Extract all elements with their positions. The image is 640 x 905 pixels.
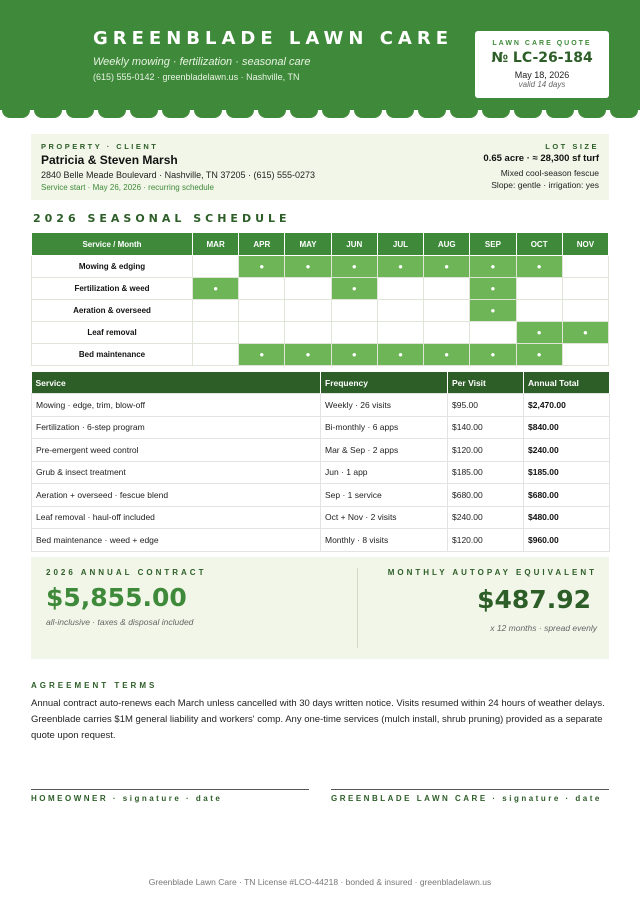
- scallop: [354, 108, 382, 118]
- company-signature-line[interactable]: GREENBLADE LAWN CARE · signature · date: [331, 789, 609, 803]
- quote-date: May 18, 2026: [514, 70, 570, 80]
- scallop: [130, 108, 158, 118]
- per-visit-cell: $185.00: [448, 461, 524, 484]
- schedule-cell-active: ●: [239, 256, 285, 278]
- schedule-cell-empty: [562, 344, 608, 366]
- lot-grass-type: Mixed cool-season fescue: [500, 168, 599, 178]
- annual-total-cell: $680.00: [524, 484, 610, 507]
- frequency-cell: Bi-monthly · 6 apps: [321, 416, 448, 439]
- schedule-month-header: JUN: [331, 233, 377, 256]
- client-card: [31, 134, 609, 200]
- schedule-cell-empty: [285, 300, 331, 322]
- schedule-cell-empty: [424, 300, 470, 322]
- schedule-cell-active: ●: [470, 300, 516, 322]
- service-name-cell: Leaf removal · haul-off included: [32, 506, 321, 529]
- schedule-cell-empty: [562, 278, 608, 300]
- schedule-month-header: APR: [239, 233, 285, 256]
- schedule-cell-active: ●: [331, 278, 377, 300]
- scallop: [450, 108, 478, 118]
- schedule-service-name: Bed maintenance: [32, 344, 193, 366]
- per-visit-cell: $120.00: [448, 439, 524, 462]
- schedule-cell-active: ●: [562, 322, 608, 344]
- quote-validity: valid 14 days: [518, 80, 566, 89]
- schedule-month-header: JUL: [377, 233, 423, 256]
- scallop: [482, 108, 510, 118]
- schedule-cell-empty: [193, 322, 239, 344]
- scallop: [258, 108, 286, 118]
- schedule-cell-empty: [377, 300, 423, 322]
- schedule-cell-empty: [239, 322, 285, 344]
- services-column-header: Annual Total: [524, 372, 610, 394]
- annual-contract-amount: $5,855.00: [46, 583, 187, 612]
- services-column-header: Service: [32, 372, 321, 394]
- schedule-cell-active: ●: [470, 256, 516, 278]
- schedule-cell-empty: [377, 322, 423, 344]
- schedule-cell-active: ●: [470, 344, 516, 366]
- schedule-cell-active: ●: [377, 256, 423, 278]
- quote-number: № LC-26-184: [491, 50, 593, 66]
- frequency-cell: Sep · 1 service: [321, 484, 448, 507]
- scallop: [322, 108, 350, 118]
- scallop: [98, 108, 126, 118]
- annual-total-cell: $185.00: [524, 461, 610, 484]
- schedule-cell-empty: [239, 278, 285, 300]
- terms-title: AGREEMENT TERMS: [31, 681, 158, 690]
- service-name-cell: Fertilization · 6-step program: [32, 416, 321, 439]
- scallop: [34, 108, 62, 118]
- schedule-month-header: OCT: [516, 233, 562, 256]
- schedule-service-name: Aeration & overseed: [32, 300, 193, 322]
- scallop: [514, 108, 542, 118]
- schedule-cell-empty: [193, 300, 239, 322]
- frequency-cell: Jun · 1 app: [321, 461, 448, 484]
- client-name: Patricia & Steven Marsh: [41, 153, 178, 167]
- annual-contract-note: all-inclusive · taxes & disposal included: [46, 617, 194, 627]
- schedule-cell-active: ●: [331, 256, 377, 278]
- schedule-row: [32, 256, 609, 278]
- annual-total-cell: $840.00: [524, 416, 610, 439]
- schedule-row: [32, 344, 609, 366]
- schedule-cell-empty: [239, 300, 285, 322]
- schedule-cell-empty: [516, 278, 562, 300]
- schedule-service-name: Fertilization & weed: [32, 278, 193, 300]
- schedule-cell-empty: [331, 322, 377, 344]
- divider: [357, 568, 358, 648]
- frequency-cell: Mar & Sep · 2 apps: [321, 439, 448, 462]
- service-name-cell: Grub & insect treatment: [32, 461, 321, 484]
- table-row: [32, 506, 610, 529]
- scallop: [2, 108, 30, 118]
- scallop: [418, 108, 446, 118]
- schedule-row: [32, 300, 609, 322]
- quote-box: [475, 31, 609, 98]
- schedule-cell-empty: [424, 278, 470, 300]
- schedule-cell-active: ●: [516, 256, 562, 278]
- table-row: [32, 439, 610, 462]
- lot-size-value: 0.65 acre · ≈ 28,300 sf turf: [483, 153, 599, 164]
- services-column-header: Frequency: [321, 372, 448, 394]
- schedule-month-header: SEP: [470, 233, 516, 256]
- frequency-cell: Oct + Nov · 2 visits: [321, 506, 448, 529]
- contact-line: (615) 555-0142 · greenbladelawn.us · Nashville, TN: [93, 72, 300, 82]
- scallop: [226, 108, 254, 118]
- frequency-cell: Weekly · 26 visits: [321, 394, 448, 417]
- lot-slope: Slope: gentle · irrigation: yes: [491, 180, 599, 190]
- schedule-cell-active: ●: [470, 278, 516, 300]
- schedule-cell-active: ●: [377, 344, 423, 366]
- header-scallop-edge: [0, 108, 640, 120]
- schedule-cell-active: ●: [285, 256, 331, 278]
- annual-total-cell: $960.00: [524, 529, 610, 552]
- schedule-cell-active: ●: [424, 344, 470, 366]
- schedule-cell-empty: [562, 300, 608, 322]
- schedule-cell-active: ●: [424, 256, 470, 278]
- annual-total-cell: $240.00: [524, 439, 610, 462]
- scallop: [66, 108, 94, 118]
- per-visit-cell: $680.00: [448, 484, 524, 507]
- scallop: [290, 108, 318, 118]
- schedule-service-name: Mowing & edging: [32, 256, 193, 278]
- schedule-cell-empty: [193, 256, 239, 278]
- scallop: [386, 108, 414, 118]
- per-visit-cell: $140.00: [448, 416, 524, 439]
- service-name-cell: Mowing · edge, trim, blow-off: [32, 394, 321, 417]
- service-name-cell: Bed maintenance · weed + edge: [32, 529, 321, 552]
- schedule-cell-empty: [377, 278, 423, 300]
- contract-summary: [31, 557, 609, 659]
- schedule-header-service: Service / Month: [32, 233, 193, 256]
- homeowner-signature-line[interactable]: HOMEOWNER · signature · date: [31, 789, 309, 803]
- scallop: [194, 108, 222, 118]
- schedule-row: [32, 322, 609, 344]
- schedule-cell-empty: [562, 256, 608, 278]
- service-start: Service start · May 26, 2026 · recurring schedule: [41, 183, 214, 192]
- annual-total-cell: $480.00: [524, 506, 610, 529]
- brand-name: GREENBLADE LAWN CARE: [93, 28, 453, 49]
- lot-size-label: LOT SIZE: [545, 142, 599, 151]
- schedule-cell-empty: [470, 322, 516, 344]
- services-table: [31, 372, 610, 552]
- schedule-cell-empty: [285, 278, 331, 300]
- schedule-cell-active: ●: [331, 344, 377, 366]
- scallop: [546, 108, 574, 118]
- table-row: [32, 529, 610, 552]
- schedule-cell-empty: [285, 322, 331, 344]
- annual-contract-label: 2026 ANNUAL CONTRACT: [46, 568, 207, 577]
- table-row: [32, 416, 610, 439]
- header-banner: [0, 0, 640, 110]
- service-name-cell: Aeration + overseed · fescue blend: [32, 484, 321, 507]
- schedule-month-header: MAY: [285, 233, 331, 256]
- schedule-cell-empty: [424, 322, 470, 344]
- monthly-autopay-label: MONTHLY AUTOPAY EQUIVALENT: [387, 568, 597, 577]
- services-column-header: Per Visit: [448, 372, 524, 394]
- scallop: [578, 108, 606, 118]
- schedule-cell-active: ●: [285, 344, 331, 366]
- schedule-title: 2026 SEASONAL SCHEDULE: [33, 212, 291, 225]
- per-visit-cell: $95.00: [448, 394, 524, 417]
- table-row: [32, 394, 610, 417]
- seasonal-schedule-table: [31, 232, 609, 366]
- client-label: PROPERTY · CLIENT: [41, 142, 159, 151]
- per-visit-cell: $240.00: [448, 506, 524, 529]
- terms-body: Annual contract auto-renews each March unless cancelled with 30 days written notice. Visits resumed within 24 hours of weather delays. Greenblade carries $1M general liability and workers' comp. Any one-time services (mulch install, shrub pruning) provided as a separate quote upon request.: [31, 698, 605, 741]
- schedule-cell-active: ●: [193, 278, 239, 300]
- schedule-cell-empty: [331, 300, 377, 322]
- schedule-cell-active: ●: [239, 344, 285, 366]
- annual-total-cell: $2,470.00: [524, 394, 610, 417]
- monthly-autopay-note: x 12 months · spread evenly: [490, 623, 597, 633]
- schedule-month-header: MAR: [193, 233, 239, 256]
- footer: Greenblade Lawn Care · TN License #LCO-44218 · bonded & insured · greenbladelawn.us: [148, 877, 492, 887]
- schedule-cell-empty: [193, 344, 239, 366]
- scallop: [162, 108, 190, 118]
- quote-label: LAWN CARE QUOTE: [492, 40, 592, 47]
- tagline: Weekly mowing · fertilization · seasonal care: [93, 56, 311, 68]
- schedule-cell-active: ●: [516, 322, 562, 344]
- schedule-service-name: Leaf removal: [32, 322, 193, 344]
- frequency-cell: Monthly · 8 visits: [321, 529, 448, 552]
- service-name-cell: Pre-emergent weed control: [32, 439, 321, 462]
- client-address: 2840 Belle Meade Boulevard · Nashville, TN 37205 · (615) 555-0273: [41, 170, 315, 180]
- table-row: [32, 484, 610, 507]
- table-row: [32, 461, 610, 484]
- schedule-cell-empty: [516, 300, 562, 322]
- schedule-cell-active: ●: [516, 344, 562, 366]
- scallop: [610, 108, 638, 118]
- schedule-month-header: NOV: [562, 233, 608, 256]
- per-visit-cell: $120.00: [448, 529, 524, 552]
- schedule-month-header: AUG: [424, 233, 470, 256]
- monthly-autopay-amount: $487.92: [477, 585, 591, 614]
- schedule-row: [32, 278, 609, 300]
